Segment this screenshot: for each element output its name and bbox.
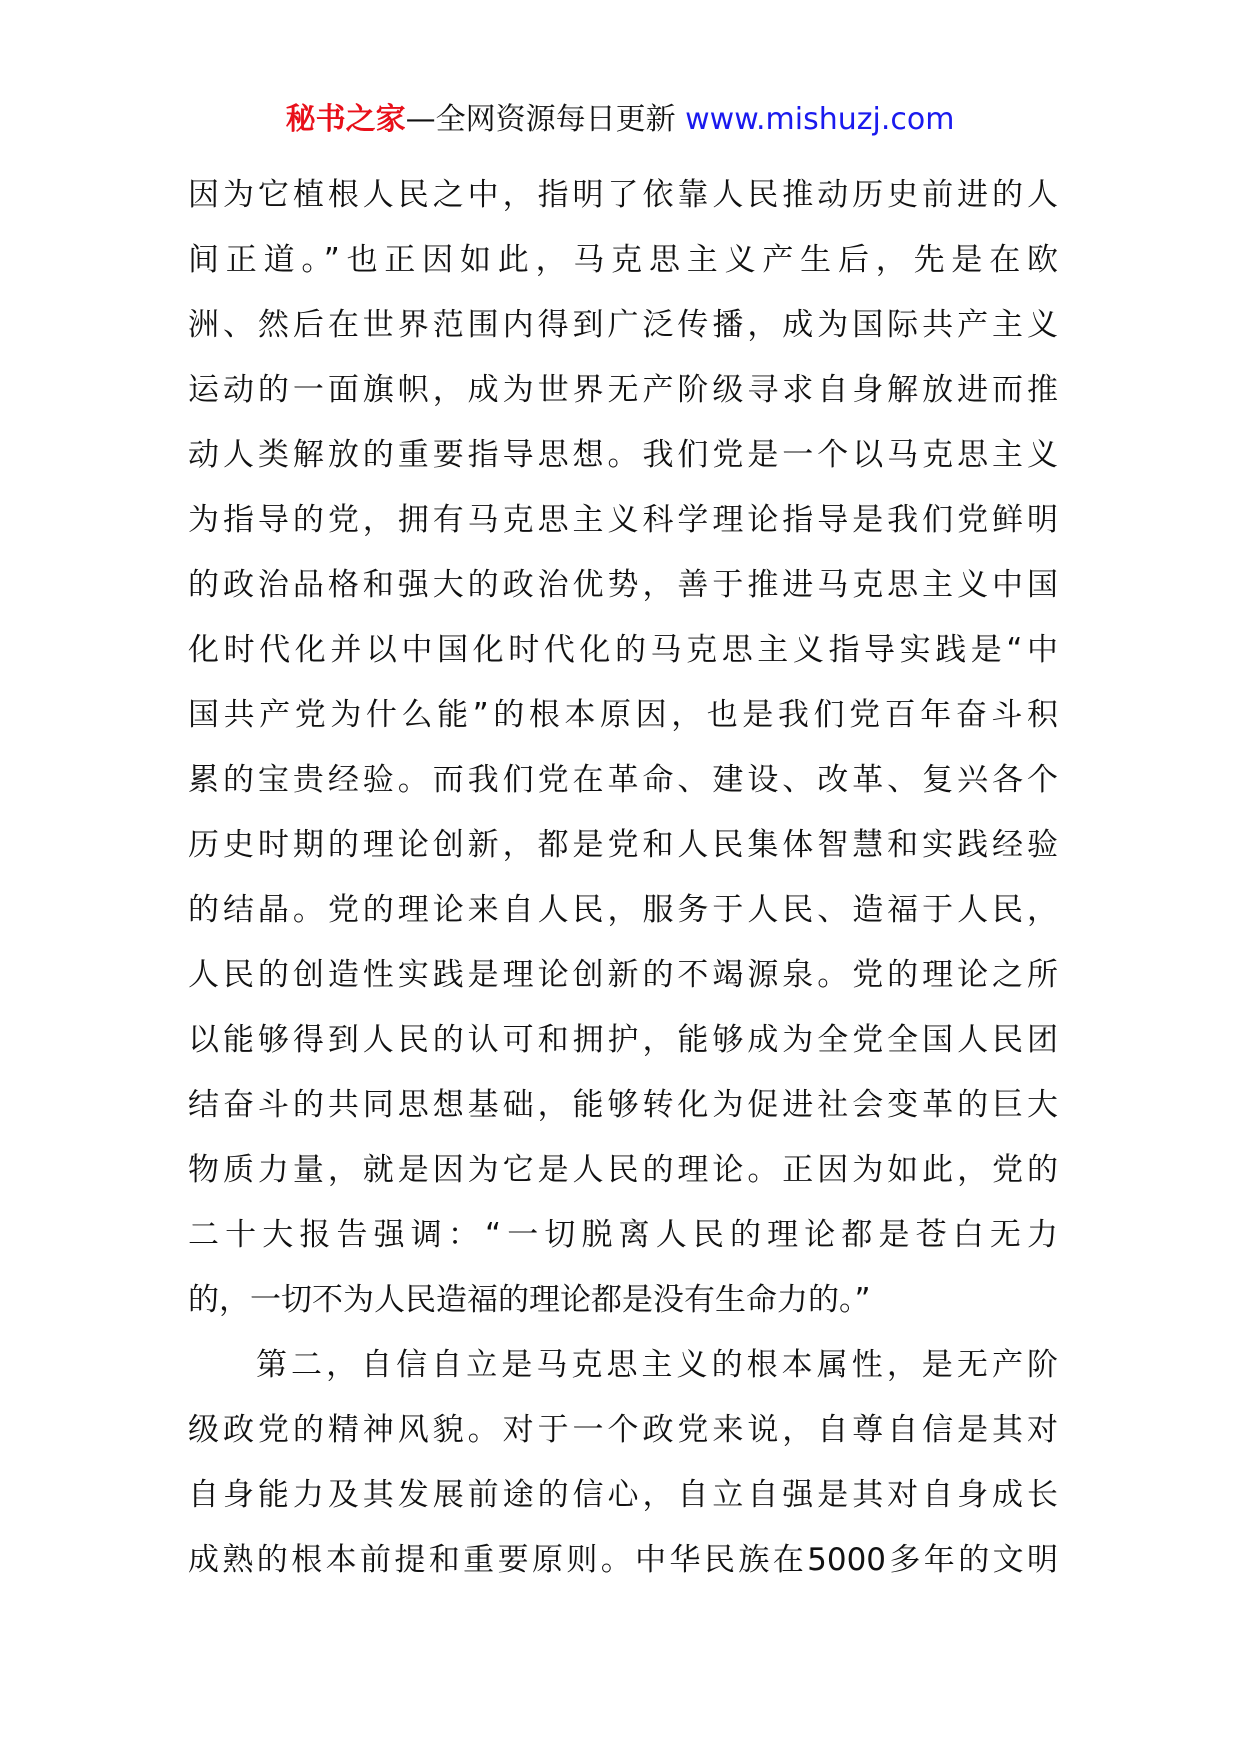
text-line: 为指导的党，拥有马克思主义科学理论指导是我们党鲜明 <box>188 502 1058 538</box>
text-line: 国共产党为什么能”的根本原因，也是我们党百年奋斗积 <box>188 697 1058 733</box>
paragraph-end-line: 的，一切不为人民造福的理论都是没有生命力的。” <box>188 1282 871 1318</box>
site-tagline: —全网资源每日更新 <box>405 102 676 137</box>
text-line: 物质力量，就是因为它是人民的理论。正因为如此，党的 <box>188 1152 1058 1188</box>
site-brand: 秘书之家 <box>285 102 406 137</box>
text-line: 人民的创造性实践是理论创新的不竭源泉。党的理论之所 <box>188 957 1058 993</box>
site-header <box>0 100 1240 140</box>
text-line: 的结晶。党的理论来自人民，服务于人民、造福于人民， <box>188 892 1058 928</box>
paragraph-start-line: 第二，自信自立是马克思主义的根本属性，是无产阶 <box>256 1347 1058 1383</box>
site-url-link[interactable]: www.mishuzj.com <box>685 102 955 137</box>
text-line: 运动的一面旗帜，成为世界无产阶级寻求自身解放进而推 <box>188 372 1058 408</box>
text-line: 成熟的根本前提和重要原则。中华民族在5000多年的文明 <box>188 1542 1058 1578</box>
text-line: 累的宝贵经验。而我们党在革命、建设、改革、复兴各个 <box>188 762 1058 798</box>
text-line: 的政治品格和强大的政治优势，善于推进马克思主义中国 <box>188 567 1058 603</box>
text-line: 因为它植根人民之中，指明了依靠人民推动历史前进的人 <box>188 177 1058 213</box>
text-line: 级政党的精神风貌。对于一个政党来说，自尊自信是其对 <box>188 1412 1058 1448</box>
text-line: 间正道。”也正因如此，马克思主义产生后，先是在欧 <box>188 242 1058 278</box>
text-line: 动人类解放的重要指导思想。我们党是一个以马克思主义 <box>188 437 1058 473</box>
text-line: 以能够得到人民的认可和拥护，能够成为全党全国人民团 <box>188 1022 1058 1058</box>
text-line: 二十大报告强调：“一切脱离人民的理论都是苍白无力 <box>188 1217 1058 1253</box>
text-line: 洲、然后在世界范围内得到广泛传播，成为国际共产主义 <box>188 307 1058 343</box>
document-body <box>188 163 1058 1593</box>
text-line: 自身能力及其发展前途的信心，自立自强是其对自身成长 <box>188 1477 1058 1513</box>
text-line: 历史时期的理论创新，都是党和人民集体智慧和实践经验 <box>188 827 1058 863</box>
text-line: 化时代化并以中国化时代化的马克思主义指导实践是“中 <box>188 632 1058 668</box>
text-line: 结奋斗的共同思想基础，能够转化为促进社会变革的巨大 <box>188 1087 1058 1123</box>
